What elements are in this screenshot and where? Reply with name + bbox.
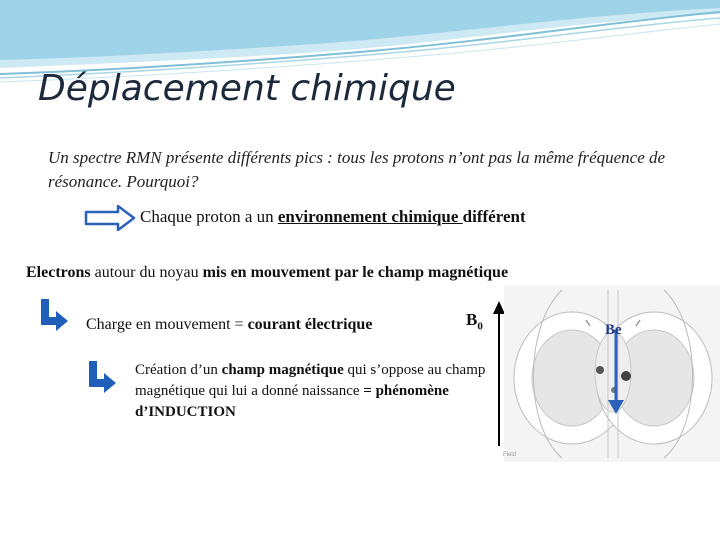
b0-label [466,310,483,332]
environment-keyword: environnement chimique [277,207,463,226]
electrons-text: autour du noyau [90,264,203,281]
arrow-right-icon [84,205,136,231]
intro-text: Un spectre RMN présente différents pics : tous les protons n’ont pas la même fréquence de résonance. Pourquoi? [48,148,666,191]
elbow-arrow-icon [38,297,70,333]
environment-statement [140,207,526,227]
induction-text-2: qui s’oppose au champ magnétique qui lui a donné naissance [135,362,486,399]
induction-keyword-2: = phénomène d’INDUCTION [135,383,449,420]
be-label: Be [605,322,622,338]
electrons-motion: mis en mouvement par le champ magnétique [202,264,509,281]
charge-statement [86,316,372,334]
induced-field-diagram [504,286,720,462]
b0-subscript: 0 [477,320,483,333]
environment-pre: Chaque proton a un [140,207,278,226]
elbow-arrow-icon [86,359,118,395]
slide-title: Déplacement chimique [38,68,456,109]
field-caption: Field [503,452,517,458]
b0-letter: B [466,310,478,329]
electrons-keyword: Electrons [26,264,91,281]
induction-keyword-1: champ magnétique [221,362,344,378]
induction-statement [135,360,495,423]
charge-keyword: courant électrique [247,316,373,333]
charge-text: Charge en mouvement = [86,316,248,333]
induction-text-1: Création d’un [135,362,222,378]
environment-post: différent [462,207,526,226]
electrons-statement [26,264,508,282]
